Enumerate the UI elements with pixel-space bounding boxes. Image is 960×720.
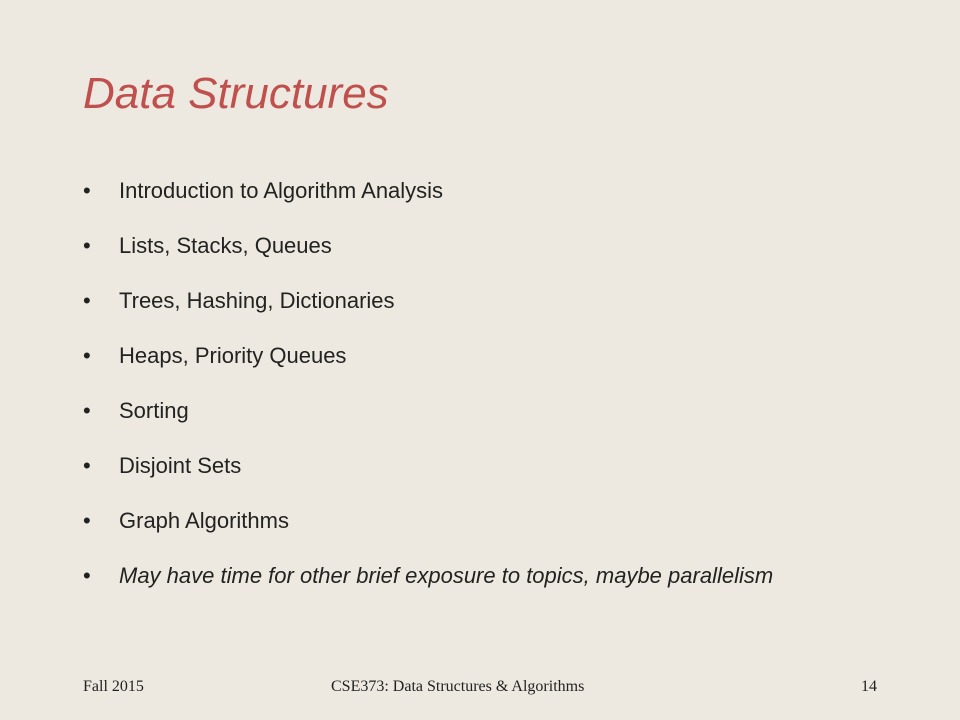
bullet-text: Sorting [119,398,189,423]
footer-page-number: 14 [861,678,877,695]
slide-title: Data Structures [83,69,389,118]
bullet-text: Graph Algorithms [119,508,289,533]
bullet-icon: • [83,178,91,203]
bullet-icon: • [83,343,91,368]
bullet-icon: • [83,288,91,313]
bullet-icon: • [83,398,91,423]
bullet-icon: • [83,233,91,258]
bullet-text: Introduction to Algorithm Analysis [119,178,444,203]
bullet-icon: • [83,508,91,533]
footer-term: Fall 2015 [83,678,144,695]
footer-course: CSE373: Data Structures & Algorithms [331,678,585,695]
bullet-icon: • [83,563,91,588]
bullet-text: Disjoint Sets [119,453,242,478]
bullet-text: May have time for other brief exposure to topics, maybe parallelism [119,563,774,588]
bullet-text: Heaps, Priority Queues [119,343,347,368]
bullet-icon: • [83,453,91,478]
bullet-text: Trees, Hashing, Dictionaries [119,288,395,313]
bullet-text: Lists, Stacks, Queues [119,233,332,258]
